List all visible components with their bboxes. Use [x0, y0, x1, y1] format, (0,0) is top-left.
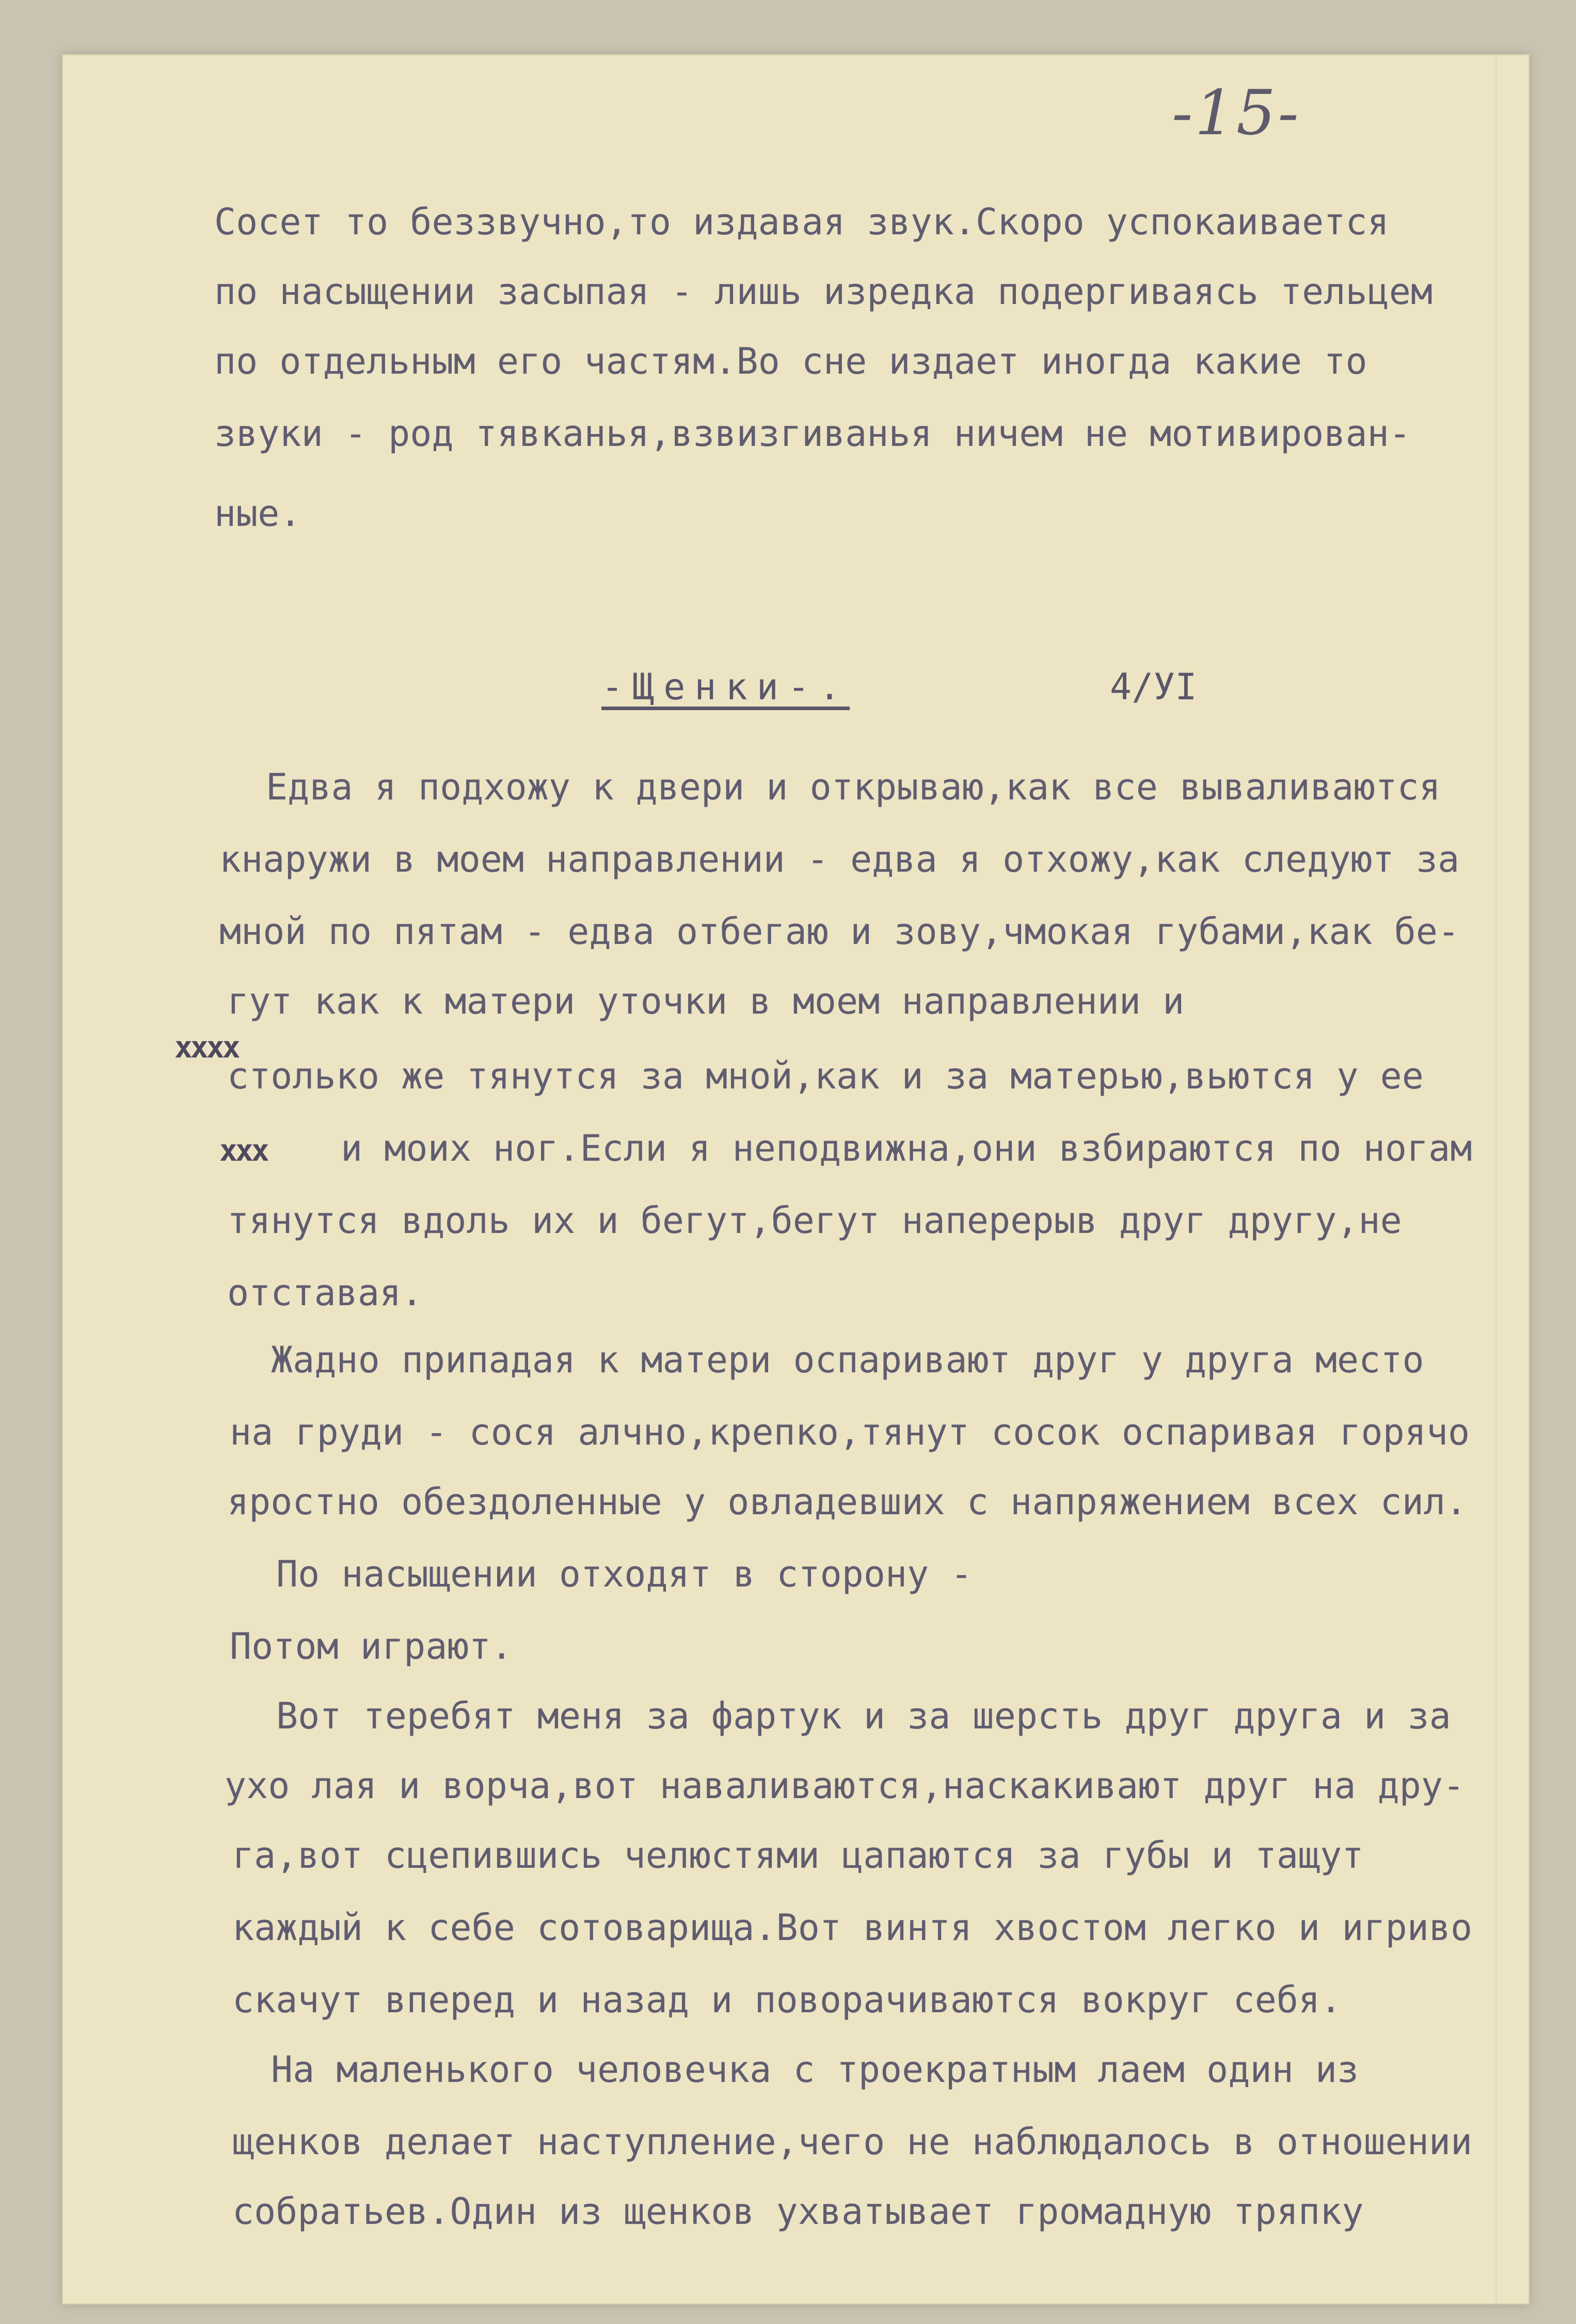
document-page: [62, 54, 1530, 2304]
text-line: скачут вперед и назад и поворачиваются вокруг себя.: [232, 1979, 1342, 2021]
section-heading: -Щенки-.: [601, 666, 850, 708]
text-line: и моих ног.Если я неподвижна,они взбираются по ногам: [341, 1127, 1472, 1169]
text-line: гут как к матери уточки в моем направлении и: [227, 980, 1185, 1022]
text-line: столько же тянутся за мной,как и за матерью,вьются у ее: [227, 1055, 1424, 1097]
text-line: ные.: [214, 492, 301, 535]
text-line: Сосет то беззвучно,то издавая звук.Скоро успокаивается: [214, 201, 1389, 243]
text-line: ухо лая и ворча,вот наваливаются,наскакивают друг на дру-: [225, 1765, 1465, 1807]
text-line: тянутся вдоль их и бегут,бегут наперерыв друг другу,не: [227, 1199, 1402, 1242]
text-line: Вот теребят меня за фартук и за шерсть друг друга и за: [276, 1695, 1451, 1737]
text-line: Потом играют.: [230, 1625, 513, 1668]
text-line: яростно обездоленные у овладевших с напряжением всех сил.: [227, 1481, 1468, 1523]
text-line: по насыщении засыпая - лишь изредка подергиваясь тельцем: [214, 270, 1433, 313]
text-line: собратьев.Один из щенков ухватывает громадную тряпку: [232, 2190, 1364, 2233]
text-line: каждый к себе сотоварища.Вот винтя хвостом легко и игриво: [232, 1906, 1473, 1949]
section-date: 4/УI: [1110, 666, 1197, 708]
text-line: щенков делает наступление,чего не наблюдалось в отношении: [232, 2121, 1473, 2163]
struck-out-text: хххх: [174, 1030, 238, 1065]
text-line: га,вот сцепившись челюстями цапаются за губы и тащут: [232, 1834, 1364, 1877]
struck-out-text: ххх: [219, 1133, 267, 1168]
text-line: на груди - сося алчно,крепко,тянут сосок оспаривая горячо: [230, 1411, 1470, 1453]
page-number: -15-: [1172, 77, 1301, 149]
text-line: по отдельным его частям.Во сне издает иногда какие то: [214, 340, 1367, 382]
text-line: По насыщении отходят в сторону -: [276, 1553, 973, 1595]
text-line: мной по пятам - едва отбегаю и зову,чмокая губами,как бе-: [219, 910, 1460, 953]
text-line: Жадно припадая к матери оспаривают друг у друга место: [271, 1339, 1424, 1381]
text-line: звуки - род тявканья,взвизгиванья ничем не мотивирован-: [214, 412, 1411, 455]
text-line: кнаружи в моем направлении - едва я отхожу,как следуют за: [219, 838, 1460, 880]
text-line: отставая.: [227, 1272, 423, 1314]
text-line: На маленького человечка с троекратным лаем один из: [271, 2048, 1359, 2091]
text-line: Едва я подхожу к двери и открываю,как все вываливаются: [266, 766, 1441, 808]
page-fold-shadow: [1495, 54, 1499, 2304]
